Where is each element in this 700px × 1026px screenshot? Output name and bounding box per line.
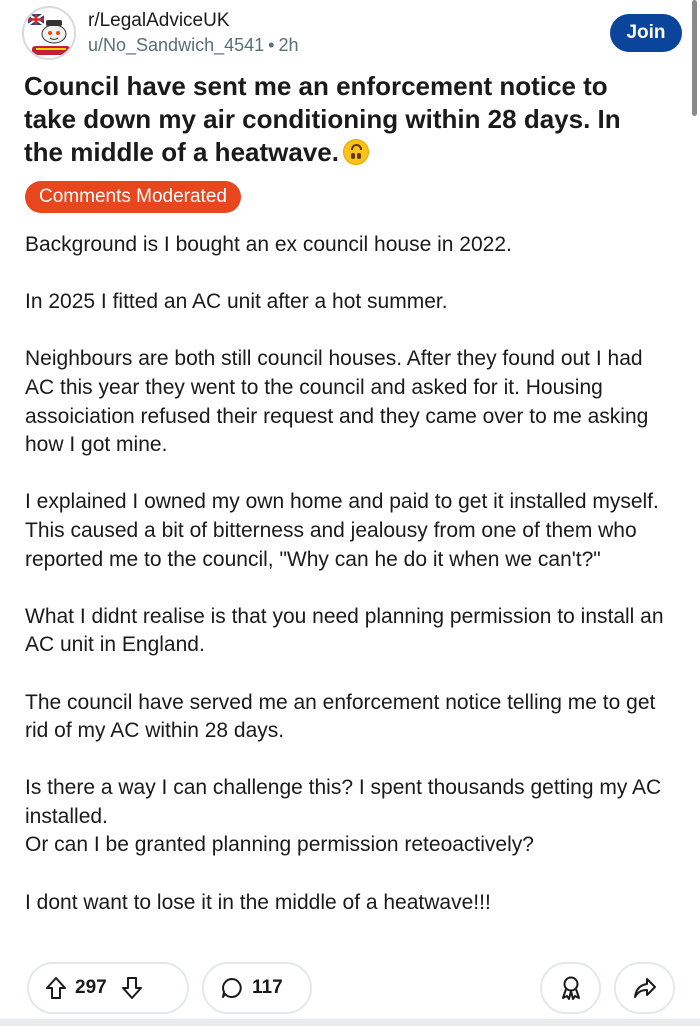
subreddit-avatar[interactable]	[22, 6, 76, 60]
body-paragraph: Background is I bought an ex council house in 2022.	[25, 233, 512, 256]
award-icon	[559, 975, 583, 1001]
body-paragraph: Is there a way I can challenge this? I spent thousands getting my AC installed. Or can I be granted planning permission reteoactively?	[25, 776, 662, 857]
meta-separator: •	[268, 35, 275, 55]
body-paragraph: What I didnt realise is that you need planning permission to install an AC unit in England.	[25, 604, 664, 657]
comments-button[interactable]	[202, 962, 312, 1014]
body-paragraph: In 2025 I fitted an AC unit after a hot summer.	[25, 290, 448, 314]
downvote-icon[interactable]	[121, 976, 143, 1000]
share-arrow-icon	[633, 977, 657, 999]
scrollbar[interactable]	[692, 0, 697, 116]
body-paragraph: The council have served me an enforcement notice telling me to get rid of my AC within 28 days.	[25, 690, 656, 743]
share-button[interactable]	[614, 962, 675, 1014]
bottom-divider	[0, 1019, 700, 1026]
subreddit-name[interactable]: r/LegalAdviceUK	[88, 10, 230, 31]
post-body	[25, 231, 675, 917]
post-age: 2h	[278, 35, 299, 55]
comment-bubble-icon	[220, 976, 244, 1000]
upvote-icon[interactable]	[45, 976, 67, 1000]
body-paragraph: I dont want to lose it in the middle of a heatwave!!!	[25, 890, 491, 914]
subreddit-logo-icon	[24, 8, 76, 60]
join-button[interactable]: Join	[610, 14, 682, 52]
post-action-bar	[27, 962, 677, 1014]
body-paragraph: Neighbours are both still council houses. After they found out I had AC this year they went to the council and asked for it. Housing assoiciation refused their request and they came over to me asking how I got mine.	[25, 347, 649, 457]
post-title[interactable]	[24, 70, 664, 169]
comment-count: 117	[252, 977, 283, 998]
post-header	[22, 6, 682, 66]
award-button[interactable]	[540, 962, 601, 1014]
upvote-count: 297	[75, 977, 107, 998]
flair-badge[interactable]: Comments Moderated	[25, 181, 241, 213]
vote-control	[27, 962, 189, 1014]
upside-down-face-icon	[343, 139, 369, 165]
username[interactable]: u/No_Sandwich_4541	[88, 35, 265, 55]
post-author-line	[88, 33, 298, 57]
body-paragraph: I explained I owned my own home and paid to get it installed myself. This caused a bit of bitterness and jealousy from one of them who reported me to the council, "Why can he do it when we can't?"	[25, 490, 659, 571]
post-title-text: Council have sent me an enforcement notice to take down my air conditioning within 28 days. In the middle of a heatwave.	[24, 71, 621, 167]
